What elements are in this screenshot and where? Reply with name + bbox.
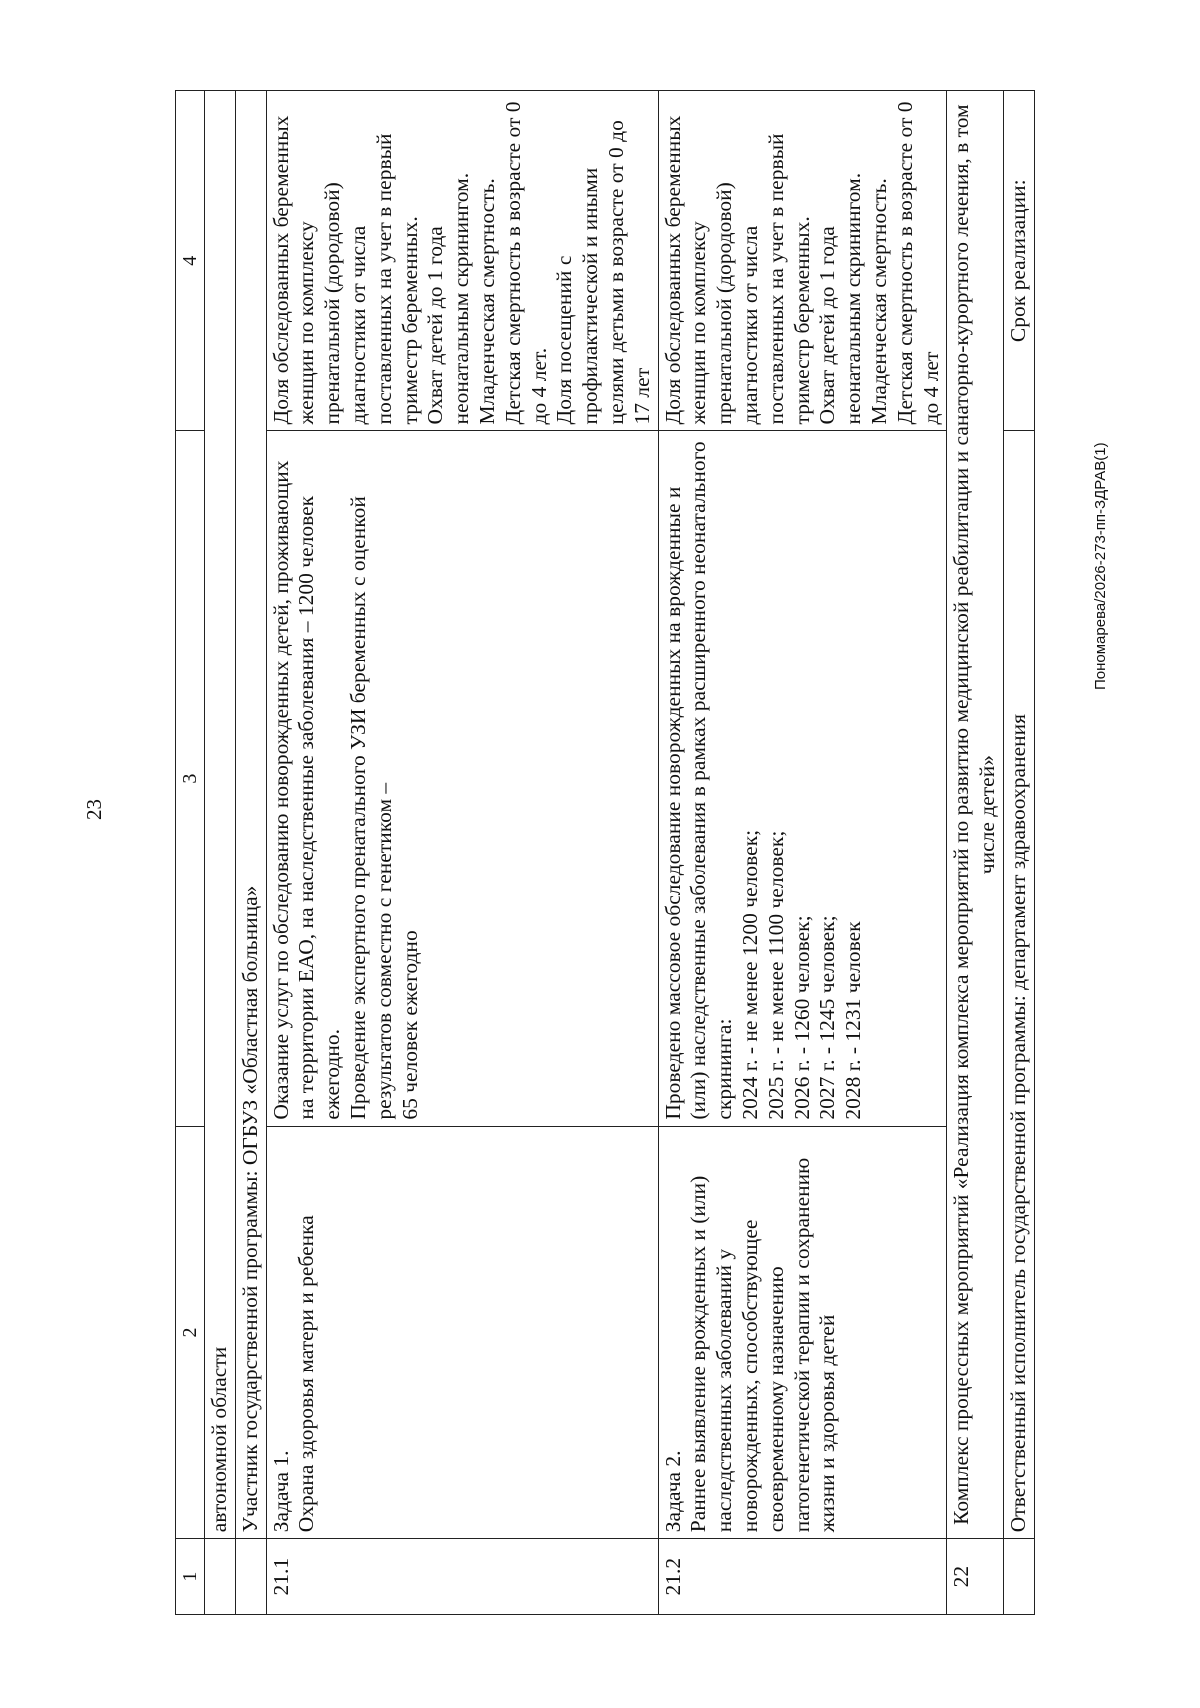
col-header-3: 3 xyxy=(176,431,205,1126)
task-cell xyxy=(266,1126,658,1539)
table-row xyxy=(658,91,947,1615)
indicators-cell xyxy=(266,91,658,431)
result-line: Проведено массовое обследование новорожденных на врожденные и (или) наследственные заболевания в рамках расширенного неонатального скрининга: xyxy=(660,441,737,1120)
row-number: 21.1 xyxy=(266,1539,658,1615)
program-table xyxy=(175,90,1035,1615)
table-row xyxy=(266,91,658,1615)
col-header-1: 1 xyxy=(176,1539,205,1615)
result-line: 65 человек ежегодно xyxy=(397,930,422,1120)
term-row: Срок реализации: xyxy=(1003,91,1034,431)
indicator-line: Детская смертность в возрасте от 0 до 4 лет. xyxy=(500,101,551,425)
result-cell xyxy=(266,431,658,1126)
result-cell xyxy=(658,431,947,1126)
task-text: Задача 2. Раннее выявление врожденных и (или) наследственных заболеваний у новорожденных, способствующее своевременному назначению патогенетической терапии и сохранению жизни и здоровья детей xyxy=(660,1157,840,1533)
task-text: Задача 1. Охрана здоровья матери и ребенка xyxy=(268,1215,319,1533)
indicator-line: Доля обследованных беременных женщин по комплексу пренатальной (дородовой) диагностики от числа поставленных на учет в первый триместр беременных. xyxy=(660,115,814,425)
result-line: 2024 г. - не менее 1200 человек; xyxy=(737,829,762,1120)
result-line: 2028 г. - 1231 человек xyxy=(841,921,866,1120)
complex-row: Комплекс процессных мероприятий «Реализация комплекса мероприятий по развитию медицинской реабилитации и санаторно-курортного лечения, в том числе детей» xyxy=(947,91,1004,1539)
result-line: 2027 г. - 1245 человек; xyxy=(815,915,840,1120)
table-row xyxy=(1003,91,1034,1615)
col-header-4: 4 xyxy=(176,91,205,431)
document-footer: Пономарева/2026-273-пп-ЗДРАВ(1) xyxy=(1092,442,1109,690)
indicator-line: Доля посещений с профилактической и иными целями детьми в возрасте от 0 до 17 лет xyxy=(552,120,654,425)
indicator-line: Детская смертность в возрасте от 0 до 4 лет xyxy=(892,101,943,425)
responsible-row: Ответственный исполнитель государственной программы: департамент здравоохранения xyxy=(1003,431,1034,1539)
indicator-line: Доля обследованных беременных женщин по комплексу пренатальной (дородовой) диагностики от числа поставленных на учет в первый триместр беременных. xyxy=(268,115,422,425)
indicator-line: Охват детей до 1 года неонатальным скринингом. xyxy=(423,172,474,425)
row-number: 22 xyxy=(947,1539,1004,1615)
page-number: 23 xyxy=(82,799,106,820)
table-row xyxy=(235,91,266,1615)
col-header-2: 2 xyxy=(176,1126,205,1539)
result-line: Проведение экспертного пренатального УЗИ беременных с оценкой результатов совместно с генетиком – xyxy=(345,496,396,1120)
row-number: 21.2 xyxy=(658,1539,947,1615)
table-header-row xyxy=(176,91,205,1615)
document-table-sheet xyxy=(175,90,1055,1615)
task-cell xyxy=(658,1126,947,1539)
indicators-cell xyxy=(658,91,947,431)
result-line: 2026 г. - 1260 человек; xyxy=(789,915,814,1120)
indicator-line: Младенческая смертность. xyxy=(474,178,499,425)
org-continuation: автономной области xyxy=(205,91,236,1539)
participant-row: Участник государственной программы: ОГБУЗ «Областная больница» xyxy=(235,91,266,1539)
indicator-line: Младенческая смертность. xyxy=(866,178,891,425)
indicator-line: Охват детей до 1 года неонатальным скринингом. xyxy=(815,172,866,425)
result-line: 2025 г. - не менее 1100 человек; xyxy=(763,830,788,1120)
table-row xyxy=(947,91,1004,1615)
result-line: Оказание услуг по обследованию новорожденных детей, проживающих на территории ЕАО, на наследственные заболевания – 1200 человек ежегодно. xyxy=(268,460,345,1120)
table-row xyxy=(205,91,236,1615)
